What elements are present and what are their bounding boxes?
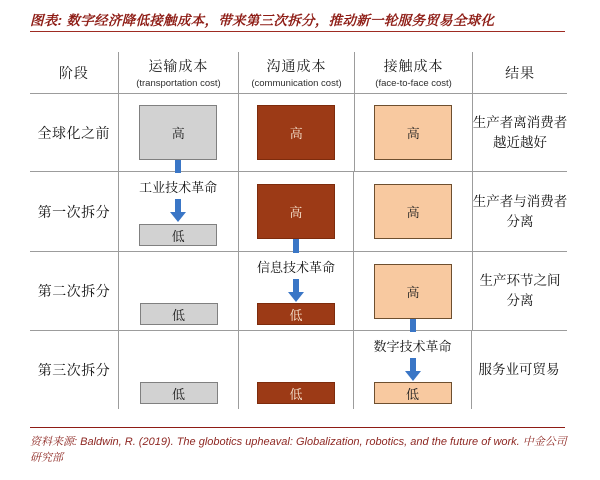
result-cell xyxy=(473,94,567,171)
communication-low-box: 低 xyxy=(257,382,335,404)
result-text: 分离 xyxy=(506,293,534,308)
face-cell xyxy=(354,252,473,330)
face-high-box: 高 xyxy=(374,105,452,160)
result-text: 生产者离消费者 xyxy=(472,114,568,130)
stage-label: 全球化之前 xyxy=(37,124,111,141)
transport-cell xyxy=(119,94,239,171)
face-low-box: 低 xyxy=(374,382,452,404)
transport-cell xyxy=(119,252,239,330)
arrow-head xyxy=(288,292,304,302)
transport-cell xyxy=(119,172,239,251)
cost-table xyxy=(30,52,567,409)
arrow-shaft xyxy=(293,279,299,292)
source-divider xyxy=(30,427,565,428)
result-text: 服务业可贸易 xyxy=(478,362,560,377)
information-revolution-label: 信息技术革命 xyxy=(256,260,335,275)
face-high-box: 高 xyxy=(374,184,452,239)
down-arrow-icon xyxy=(405,358,421,381)
header-transport-sublabel: (transportation cost) xyxy=(136,78,221,89)
result-text: 生产环节之间 xyxy=(479,273,561,288)
face-cell xyxy=(355,94,473,171)
communication-low-box: 低 xyxy=(257,303,335,325)
stage-cell xyxy=(30,94,119,171)
header-transport-cost xyxy=(119,52,240,93)
communication-cell xyxy=(239,172,355,251)
header-result-label: 结果 xyxy=(505,64,536,81)
stage-cell xyxy=(30,331,119,409)
result-cell xyxy=(473,252,567,330)
table-header-row xyxy=(30,52,567,94)
stage-label: 第三次拆分 xyxy=(37,362,111,378)
transport-low-box: 低 xyxy=(139,224,217,246)
stage-label: 第二次拆分 xyxy=(37,283,111,299)
header-communication-label: 沟通成本 xyxy=(266,58,327,74)
header-face-to-face-cost xyxy=(355,52,474,93)
arrow-shaft xyxy=(175,199,181,212)
header-face-label: 接触成本 xyxy=(383,58,444,74)
transport-high-box: 高 xyxy=(139,105,217,160)
communication-high-box: 高 xyxy=(257,184,335,239)
header-communication-cost xyxy=(239,52,355,93)
row-second-unbundling xyxy=(30,252,567,331)
arrow-head xyxy=(405,371,421,381)
header-transport-label: 运输成本 xyxy=(148,58,209,74)
face-cell xyxy=(354,331,472,409)
transport-low-box: 低 xyxy=(140,382,218,404)
down-arrow-icon xyxy=(288,279,304,302)
result-cell xyxy=(473,172,567,251)
industrial-revolution-label: 工业技术革命 xyxy=(139,180,218,195)
stage-label: 第一次拆分 xyxy=(37,203,111,220)
arrow-stub xyxy=(293,237,299,253)
communication-cell xyxy=(239,94,354,171)
transport-cell xyxy=(119,331,239,409)
header-face-sublabel: (face-to-face cost) xyxy=(375,78,452,89)
down-arrow-icon xyxy=(170,199,186,222)
arrow-shaft xyxy=(410,358,416,371)
row-first-unbundling xyxy=(30,172,567,252)
digital-revolution-label: 数字技术革命 xyxy=(373,339,452,354)
header-stage xyxy=(30,52,119,93)
stage-cell xyxy=(30,252,119,330)
title-underline xyxy=(30,31,565,32)
header-result xyxy=(473,52,567,93)
row-third-unbundling xyxy=(30,331,567,409)
header-stage-label: 阶段 xyxy=(58,64,89,81)
transport-low-box: 低 xyxy=(140,303,218,325)
figure-title: 图表: 数字经济降低接触成本，带来第三次拆分，推动新一轮服务贸易全球化 xyxy=(30,13,495,28)
row-before-globalization xyxy=(30,94,567,172)
header-communication-sublabel: (communication cost) xyxy=(251,78,342,89)
result-text: 越近越好 xyxy=(493,134,547,150)
result-cell xyxy=(472,331,566,409)
result-text: 生产者与消费者 xyxy=(472,193,568,209)
source-note: 资料来源: Baldwin, R. (2019). The globotics upheaval: Globalization, robotics, and the future of work. 中金公司研究部 xyxy=(30,436,567,464)
communication-cell xyxy=(239,331,354,409)
result-text: 分离 xyxy=(506,213,534,229)
communication-high-box: 高 xyxy=(257,105,335,160)
arrow-head xyxy=(170,212,186,222)
communication-cell xyxy=(239,252,354,330)
stage-cell xyxy=(30,172,119,251)
face-high-box: 高 xyxy=(374,264,452,319)
face-cell xyxy=(354,172,473,251)
